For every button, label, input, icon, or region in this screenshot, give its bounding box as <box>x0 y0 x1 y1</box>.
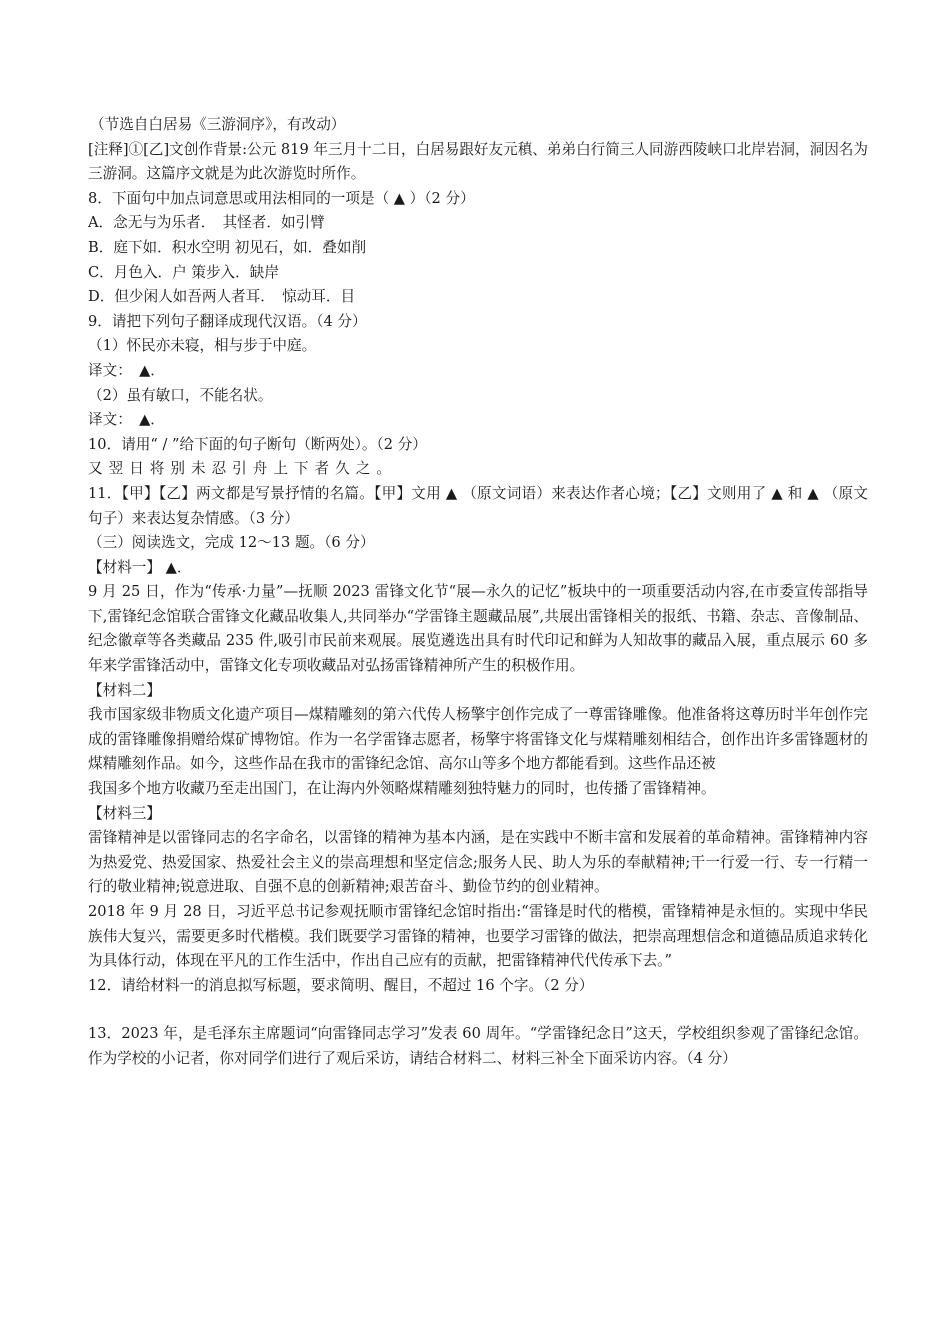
exam-page <box>88 113 868 1072</box>
q10-stem: 10．请用“ / ”给下面的句子断句（断两处）。（2 分） <box>88 435 427 453</box>
q11-text: 11．【甲】【乙】两文都是写景抒情的名篇。【甲】文用 ▲ （原文词语）来表达作者心境；【乙】文则用了 ▲ 和 ▲ （原文句子）来表达复杂情感。（3 分） <box>88 484 868 527</box>
material3-body: 雷锋精神是以雷锋同志的名字命名，以雷锋的精神为基本内涵，是在实践中不断丰富和发展着的革命精神。雷锋精神内容为热爱党、热爱国家、热爱社会主义的崇高理想和坚定信念;服务人民、助人为乐的奉献精神;干一行爱一行、专一行精一行的敬业精神;锐意进取、自强不息的创新精神;艰苦奋斗、勤俭节约的创业精神。 <box>88 829 868 896</box>
q9-stem: 9．请把下列句子翻译成现代汉语。（4 分） <box>88 312 367 330</box>
material2-title: 【材料二】 <box>88 681 161 699</box>
q9-translation-1: 译文： ▲． <box>88 361 165 379</box>
section3-heading: （三）阅读选文，完成 12～13 题。（6 分） <box>88 534 375 552</box>
q8-option-b: B．庭下如．积水空明 初见石，如．叠如削 <box>88 238 367 256</box>
q8-stem: 8．下面句中加点词意思或用法相同的一项是（ ▲ ）（2 分） <box>88 189 475 207</box>
material2-body-continued: 我国多个地方收藏乃至走出国门，在让海内外领略煤精雕刻独特魅力的同时，也传播了雷锋精神。 <box>88 780 716 798</box>
material1-body: 9 月 25 日，作为“传承·力量”—抚顺 2023 雷锋文化节“展—永久的记忆”板块中的一项重要活动内容,在市委宣传部指导下,雷锋纪念馆联合雷锋文化藏品收集人,共同举办“学雷锋主题藏品展”,共展出雷锋相关的报纸、书籍、杂志、音像制品、纪念徽章等各类藏品 235 件,吸引市民前来观展。展览遴选出具有时代印记和鲜为人知故事的藏品入展，重点展示 60 多年来学雷锋活动中，雷锋文化专项收藏品对弘扬雷锋精神所产生的积极作用。 <box>88 583 868 675</box>
q12-text: 12．请给材料一的消息拟写标题，要求简明、醒目，不超过 16 个字。（2 分） <box>88 976 594 994</box>
material3-title: 【材料三】 <box>88 804 161 822</box>
material1-title: 【材料一】 ▲． <box>88 558 192 576</box>
annotation: [注释]①[乙]文创作背景:公元 819 年三月十二日，白居易跟好友元稹、弟弟白行简三人同游西陵峡口北岸岩洞，洞因名为三游洞。这篇序文就是为此次游览时所作。 <box>88 140 868 183</box>
answer-gap <box>88 998 868 1022</box>
q10-sentence: 又翌日将别未忍引舟上下者久之。 <box>88 460 397 478</box>
material2-body: 我市国家级非物质文化遗产项目—煤精雕刻的第六代传人杨擎宇创作完成了一尊雷锋雕像。他准备将这尊历时半年创作完成的雷锋雕像捐赠给煤矿博物馆。作为一名学雷锋志愿者，杨擎宇将雷锋文化与煤精雕刻相结合，创作出许多雷锋题材的煤精雕刻作品。如今，这些作品在我市的雷锋纪念馆、高尔山等多个地方都能看到。这些作品还被 <box>88 706 868 773</box>
q13-text: 13．2023 年，是毛泽东主席题词“向雷锋同志学习”发表 60 周年。“学雷锋纪念日”这天，学校组织参观了雷锋纪念馆。作为学校的小记者，你对同学们进行了观后采访，请结合材料二、材料三补全下面采访内容。（4 分） <box>88 1025 868 1067</box>
q9-sentence-2: （2）虽有敏口，不能名状。 <box>88 386 273 404</box>
q8-option-d: D．但少闲人如吾两人者耳． 惊动耳．目 <box>88 288 356 306</box>
q8-option-a: A．念无与为乐者． 其怪者．如引臂 <box>88 214 325 232</box>
material3-body-continued: 2018 年 9 月 28 日，习近平总书记参观抚顺市雷锋纪念馆时指出:“雷锋是时代的楷模，雷锋精神是永恒的。实现中华民族伟大复兴，需要更多时代楷模。我们既要学习雷锋的精神，也要学习雷锋的做法，把崇高理想信念和道德品质追求转化为具体行动，体现在平凡的工作生活中，作出自己应有的贡献，把雷锋精神代代传承下去。” <box>88 903 868 970</box>
q9-translation-2: 译文： ▲． <box>88 411 165 429</box>
q9-sentence-1: （1）怀民亦未寝，相与步于中庭。 <box>88 337 317 355</box>
source-note: （节选自白居易《三游洞序》，有改动） <box>90 116 346 133</box>
q8-option-c: C．月色入．户 策步入．缺岸 <box>88 263 279 281</box>
